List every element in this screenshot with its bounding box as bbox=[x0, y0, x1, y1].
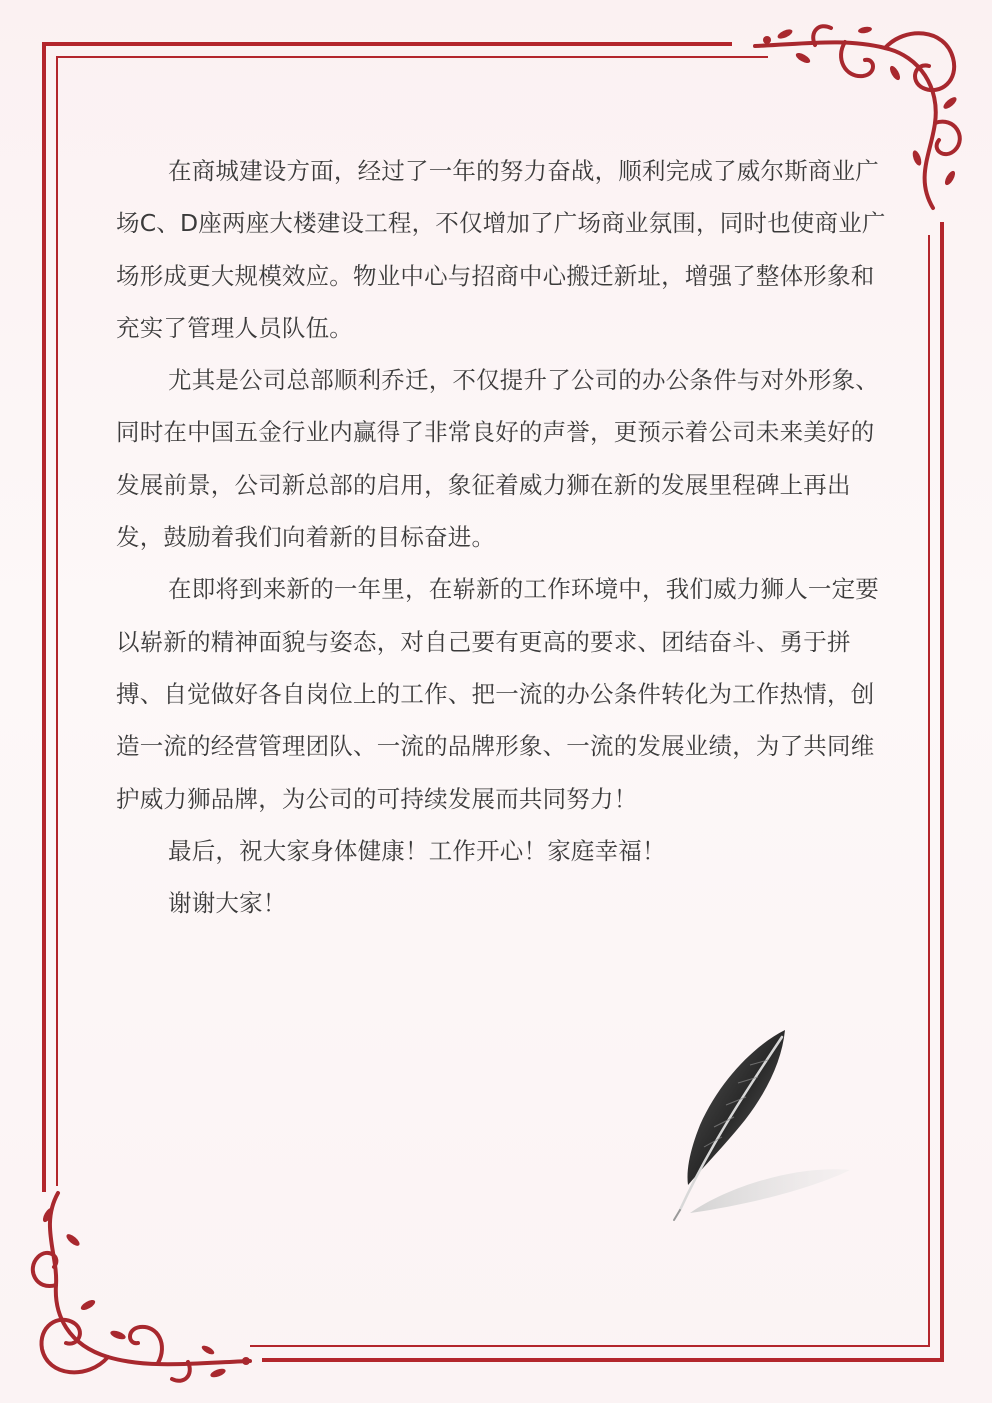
closing-thanks: 谢谢大家！ bbox=[168, 889, 287, 918]
frame-inner-right bbox=[928, 235, 930, 1347]
floral-flourish-icon bbox=[18, 1185, 258, 1390]
frame-outer-right bbox=[940, 222, 944, 1362]
frame-outer-bottom bbox=[262, 1358, 944, 1362]
letter-body bbox=[116, 145, 891, 929]
paragraph: 在即将到来新的一年里，在崭新的工作环境中，我们威力狮人一定要以崭新的精神面貌与姿态，对自己要有更高的要求、团结奋斗、勇于拼搏、自觉做好各自岗位上的工作、把一流的办公条件转化为工作热情，创造一流的经营管理团队、一流的品牌形象、一流的发展业绩，为了共同维护威力狮品牌，为公司的可持续发展而共同努力！ bbox=[116, 575, 879, 813]
feather-quill-icon bbox=[650, 1025, 860, 1225]
closing-wish: 最后，祝大家身体健康！工作开心！家庭幸福！ bbox=[168, 836, 666, 865]
paragraph: 尤其是公司总部顺利乔迁，不仅提升了公司的办公条件与对外形象、同时在中国五金行业内赢得了非常良好的声誉，更预示着公司未来美好的发展前景，公司新总部的启用，象征着威力狮在新的发展里程碑上再出发，鼓励着我们向着新的目标奋进。 bbox=[116, 366, 879, 552]
frame-inner-left bbox=[56, 56, 58, 1186]
paragraph: 在商城建设方面，经过了一年的努力奋战，顺利完成了威尔斯商业广场C、D座两座大楼建设工程，不仅增加了广场商业氛围，同时也使商业广场形成更大规模效应。物业中心与招商中心搬迁新址，增强了整体形象和充实了管理人员队伍。 bbox=[116, 157, 886, 342]
frame-outer-left bbox=[42, 42, 46, 1192]
frame-inner-bottom bbox=[250, 1345, 930, 1347]
frame-outer-top bbox=[42, 42, 732, 46]
frame-inner-top bbox=[56, 56, 768, 58]
